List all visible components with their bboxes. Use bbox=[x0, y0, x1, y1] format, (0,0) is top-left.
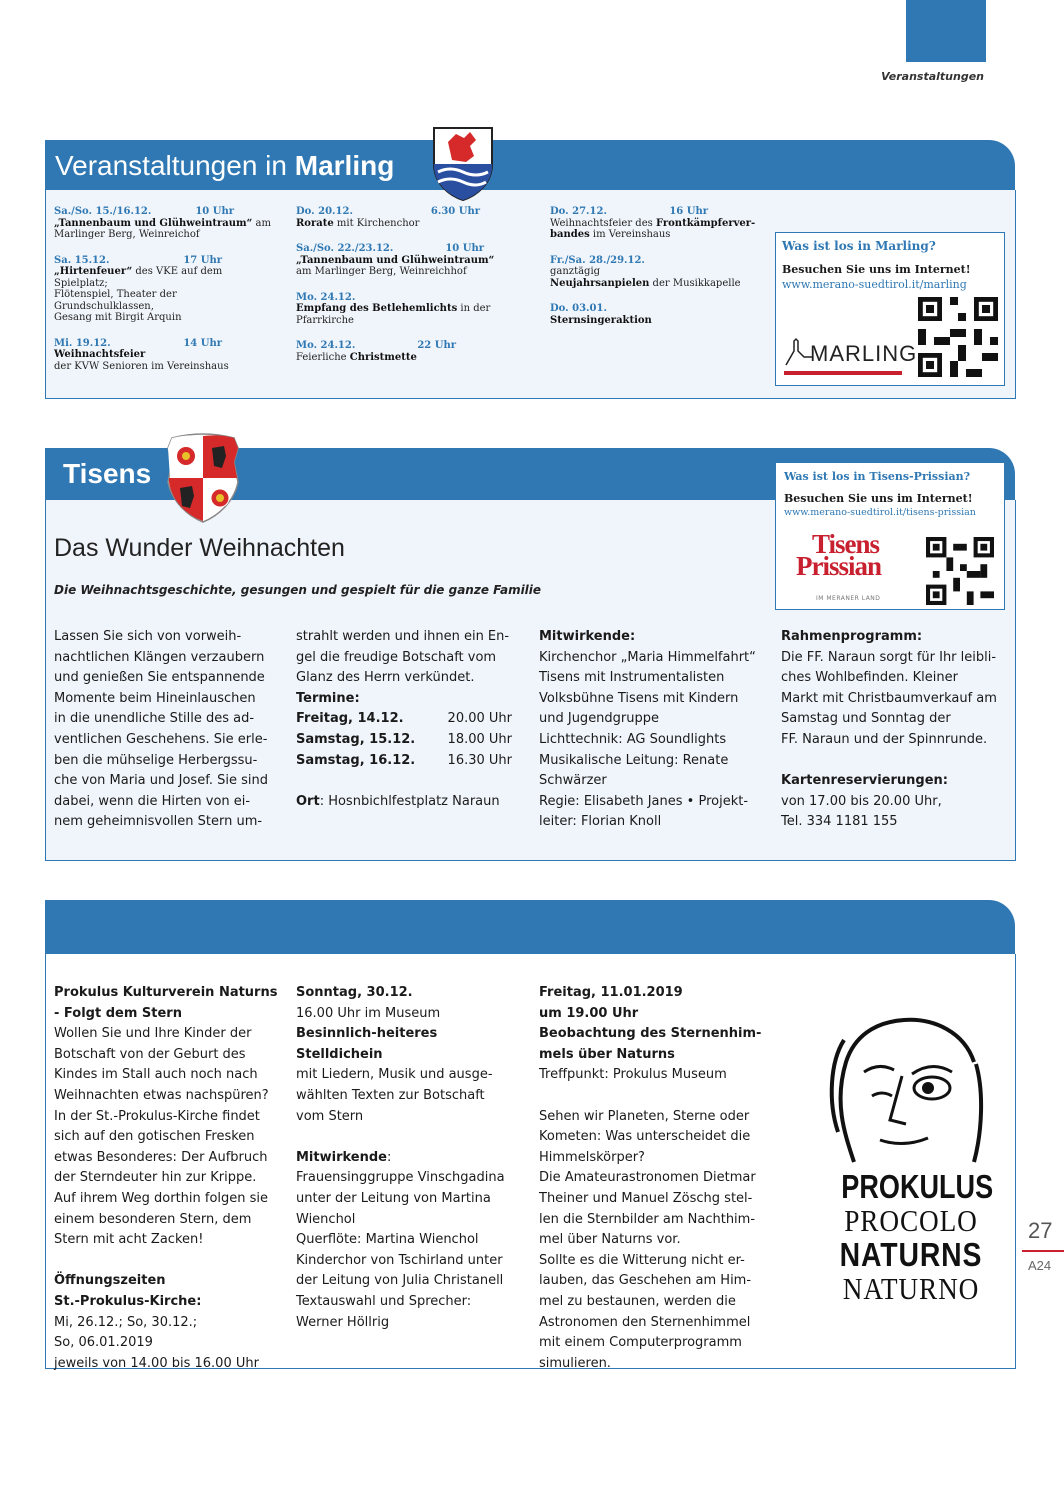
text-line: Astronomen den Sternenhimmel bbox=[539, 1314, 751, 1330]
event-text: in der Pfarrkirche bbox=[296, 303, 491, 326]
text-line: Wollen Sie und Ihre Kinder der bbox=[54, 1026, 252, 1042]
info-url[interactable]: www.merano-suedtirol.it/marling bbox=[782, 278, 967, 291]
text-line: Sehen wir Planeten, Sterne oder bbox=[539, 1108, 750, 1124]
text-line: unter der Leitung von Martina bbox=[296, 1190, 491, 1206]
text-line: vom Stern bbox=[296, 1108, 364, 1124]
tisens-col-4 bbox=[781, 627, 1009, 833]
event-date: Mo. 24.12. bbox=[296, 340, 356, 351]
event-title: Weihnachtsfeier bbox=[54, 349, 146, 360]
tisens-col-3 bbox=[539, 627, 769, 833]
text-line: in die unendliche Stille des ad- bbox=[54, 711, 255, 727]
prokulus-title: - Folgt dem Stern bbox=[54, 1005, 182, 1021]
text-line: Sollte es die Witterung nicht er- bbox=[539, 1252, 745, 1268]
text-line: Regie: Elisabeth Janes • Projekt- bbox=[539, 793, 749, 809]
oeffnung-label: St.-Prokulus-Kirche: bbox=[54, 1293, 202, 1309]
section-tab bbox=[906, 0, 986, 62]
text-line: Botschaft von der Geburt des bbox=[54, 1046, 246, 1062]
text-line: Theiner und Manuel Zöschg stel- bbox=[539, 1190, 753, 1206]
text-line: Kometen: Was unterscheidet die bbox=[539, 1129, 751, 1145]
text-line: einem besonderen Stern, dem bbox=[54, 1211, 252, 1227]
termin-day: Samstag, 15.12. bbox=[296, 731, 416, 747]
event-time: 10 Uhr bbox=[195, 206, 234, 217]
event-title: „Tannenbaum und Glühweintraum“ bbox=[54, 217, 253, 229]
text-line: nem geheimnisvollen Stern um- bbox=[54, 814, 263, 830]
text-line: von 17.00 bis 20.00 Uhr, bbox=[781, 793, 942, 809]
karten-label: Kartenreservierungen: bbox=[781, 773, 948, 789]
event-date: Do. 27.12. bbox=[550, 206, 607, 217]
tisens-col-2 bbox=[296, 627, 512, 812]
text-line: sich auf den gotischen Fresken bbox=[54, 1129, 255, 1145]
text-line: Glanz des Herrn verkündet. bbox=[296, 670, 475, 686]
text-line: strahlt werden und ihnen ein En- bbox=[296, 629, 510, 644]
event-title: Stelldichein bbox=[296, 1046, 383, 1062]
event-time: 22 Uhr bbox=[417, 340, 456, 351]
event-text: des VKE auf dem Spielplatz; bbox=[54, 266, 223, 289]
event-time: 17 Uhr bbox=[183, 254, 222, 266]
text-line: Auf ihrem Weg dorthin folgen sie bbox=[54, 1190, 269, 1206]
termin-day: Samstag, 16.12. bbox=[296, 752, 416, 768]
marling-col-3 bbox=[550, 206, 760, 326]
text-line: mit einem Computerprogramm bbox=[539, 1335, 742, 1351]
termin-row bbox=[296, 730, 512, 751]
mitwirkende-label: Mitwirkende: bbox=[539, 629, 636, 644]
info-url[interactable]: www.merano-suedtirol.it/tisens-prissian bbox=[784, 507, 976, 518]
text-line: dabei, wenn die Hirten von ei- bbox=[54, 793, 251, 809]
termin-row bbox=[296, 751, 512, 772]
tisens-col-1 bbox=[54, 627, 284, 833]
event-title: bandes bbox=[550, 229, 590, 240]
tisens-coat-of-arms-icon bbox=[162, 432, 244, 524]
event-text: der KVW Senioren im Vereinshaus bbox=[54, 360, 229, 372]
termin-day: Freitag, 14.12. bbox=[296, 711, 404, 727]
event-time: 16 Uhr bbox=[669, 206, 708, 217]
logo-line-naturno: NATURNO bbox=[842, 1271, 980, 1306]
text-line: Die FF. Naraun sorgt für Ihr leibli- bbox=[781, 649, 997, 665]
event-text: Gesang mit Birgit Arquin bbox=[54, 312, 182, 323]
ort-label: Ort bbox=[296, 793, 320, 809]
text-line: len die Sternbilder am Nachthim- bbox=[539, 1211, 756, 1227]
text-line: etwas Besonderes: Der Aufbruch bbox=[54, 1149, 268, 1165]
text-line: Markt mit Christbaumverkauf am bbox=[781, 690, 997, 706]
prokulus-col-1 bbox=[54, 983, 284, 1374]
text-line: Frauensinggruppe Vinschgadina bbox=[296, 1170, 505, 1186]
prokulus-face-logo-icon bbox=[824, 1012, 994, 1172]
event-text: ganztägig bbox=[550, 266, 601, 277]
tisens-info-box bbox=[775, 462, 1005, 610]
text-line: mit Liedern, Musik und ausge- bbox=[296, 1067, 493, 1083]
text-line: nachtlichen Klängen verzaubern bbox=[54, 649, 265, 665]
text-line: Momente beim Hineinlauschen bbox=[54, 690, 256, 706]
ort-value: : Hosnbichlfestplatz Naraun bbox=[319, 793, 500, 809]
marling-info-box bbox=[775, 232, 1005, 386]
text-line: Kirchenchor „Maria Himmelfahrt“ bbox=[539, 649, 756, 665]
event-date: Do. 20.12. bbox=[296, 206, 353, 217]
text-line: lauben, das Geschehen am Him- bbox=[539, 1273, 752, 1289]
text-line: 16.00 Uhr im Museum bbox=[296, 1005, 441, 1021]
event-text: am bbox=[252, 217, 271, 229]
event-text: Feierliche bbox=[296, 351, 350, 363]
text-line: Textauswahl und Sprecher: bbox=[296, 1293, 472, 1309]
termin-time: 20.00 Uhr bbox=[447, 711, 512, 727]
text-line: Musikalische Leitung: Renate bbox=[539, 752, 729, 768]
marling-logo-text: MARLING bbox=[810, 341, 918, 366]
text-line: ben die mühselige Herbergssu- bbox=[54, 752, 258, 768]
marling-col-1 bbox=[54, 206, 274, 372]
event-text: Marlinger Berg, Weinreichof bbox=[54, 229, 200, 240]
event-time: 14 Uhr bbox=[183, 337, 222, 349]
tisens-logo-sub: IM MERANER LAND bbox=[816, 595, 881, 602]
text-line: FF. Naraun und der Spinnrunde. bbox=[781, 731, 988, 747]
termin-row bbox=[296, 709, 512, 730]
text-line: Kindes im Stall auch noch nach bbox=[54, 1067, 258, 1083]
info-question: Was ist los in Tisens-Prissian? bbox=[784, 470, 971, 483]
text-line: Querflöte: Martina Wienchol bbox=[296, 1232, 479, 1248]
event-time: 10 Uhr bbox=[445, 243, 484, 254]
logo-line-prokulus: PROKULUS bbox=[841, 1168, 994, 1205]
prokulus-col-2: Sonntag, 30.12. 16.00 Uhr im Museum Besinnlich-heiteres Stelldichein mit Liedern, Musik und ausge- wählten Texten zur Botschaft vom Stern Mitwirkende: Frauensinggruppe Vinschgadina unter der Leitung von Martina Wienchol Querflöte: Martina Wienchol Kinderchor von Tschirland unter der Leitung von Julia Christanell Textauswahl und Sprecher: Werner Höllrig bbox=[296, 983, 526, 1333]
text-line: jeweils von 14.00 bis 16.00 Uhr bbox=[54, 1355, 259, 1371]
text-line: In der St.-Prokulus-Kirche findet bbox=[54, 1108, 260, 1124]
page-code: A24 bbox=[1028, 1258, 1052, 1273]
termin-time: 16.30 Uhr bbox=[447, 752, 512, 768]
event-title: Beobachtung des Sternenhim- bbox=[539, 1026, 762, 1042]
event-date: Sa. 15.12. bbox=[54, 254, 110, 266]
text-line: Die Amateurastronomen Dietmar bbox=[539, 1170, 756, 1186]
marling-title-bold: Marling bbox=[294, 150, 395, 181]
tisens-logo-1: Tisens bbox=[812, 529, 880, 559]
text-line: Weihnachten etwas nachspüren? bbox=[54, 1087, 269, 1103]
text-line: Lassen Sie sich von vorweih- bbox=[54, 629, 242, 644]
oeffnung-label: Öffnungszeiten bbox=[54, 1273, 166, 1289]
event-date: Mo. 24.12. bbox=[296, 291, 356, 303]
event-date: Fr./Sa. 28./29.12. bbox=[550, 254, 645, 266]
text-line: ventlichen Geschehens. Sie erle- bbox=[54, 731, 268, 747]
event-title: Empfang des Betlehemlichts bbox=[296, 303, 458, 314]
event-title: „Hirtenfeuer“ bbox=[54, 266, 133, 277]
info-question: Was ist los in Marling? bbox=[782, 239, 936, 253]
event-text: Flötenspiel, Theater der Grundschulklassen, bbox=[54, 289, 177, 312]
logo-line-naturns: NATURNS bbox=[839, 1236, 983, 1273]
termine-label: Termine: bbox=[296, 690, 360, 706]
marling-title-light: Veranstaltungen in bbox=[55, 150, 295, 181]
text-line: So, 06.01.2019 bbox=[54, 1335, 153, 1351]
text-line: Samstag und Sonntag der bbox=[781, 711, 951, 727]
text-line: Lichttechnik: AG Soundlights bbox=[539, 731, 727, 747]
text-line: gel die freudige Botschaft vom bbox=[296, 649, 497, 665]
section-label: Veranstaltungen bbox=[881, 70, 984, 83]
event-date: Sa./So. 15./16.12. bbox=[54, 206, 152, 217]
event-text: der Musikkapelle bbox=[649, 277, 741, 289]
tisens-subtitle: Die Weihnachtsgeschichte, gesungen und gespielt für die ganze Familie bbox=[54, 583, 542, 597]
event-title: „Tannenbaum und Glühweintraum“ bbox=[296, 254, 495, 266]
termin-time: 18.00 Uhr bbox=[447, 731, 512, 747]
text-line: Stern mit acht Zacken! bbox=[54, 1232, 204, 1248]
marling-coat-of-arms-icon bbox=[430, 126, 496, 202]
text-line: ches Wohlbefinden. Kleiner bbox=[781, 670, 958, 686]
marling-band bbox=[45, 140, 1015, 190]
text-line: Schwärzer bbox=[539, 773, 607, 789]
prokulus-title: Prokulus Kulturverein Naturns bbox=[54, 985, 278, 1000]
info-visit: Besuchen Sie uns im Internet! bbox=[782, 263, 971, 276]
tisens-logo-2: Prissian bbox=[796, 551, 882, 581]
prokulus-band bbox=[45, 900, 1015, 954]
text-line: mel zu bestaunen, werden die bbox=[539, 1293, 736, 1309]
text-line: Wienchol bbox=[296, 1211, 356, 1227]
text-line: Volksbühne Tisens mit Kindern bbox=[539, 690, 739, 706]
info-visit: Besuchen Sie uns im Internet! bbox=[784, 492, 973, 505]
prokulus-col-3 bbox=[539, 983, 769, 1374]
event-date: Do. 03.01. bbox=[550, 303, 607, 314]
event-title: Rorate bbox=[296, 217, 334, 229]
text-line: wählten Texten zur Botschaft bbox=[296, 1087, 485, 1103]
event-title: Sternsingeraktion bbox=[550, 314, 652, 326]
text-line: und genießen Sie entspannende bbox=[54, 670, 265, 686]
text-line: Tisens mit Instrumentalisten bbox=[539, 670, 725, 686]
text-line: leiter: Florian Knoll bbox=[539, 814, 662, 830]
page-number-rule bbox=[1022, 1250, 1064, 1252]
text-line: und Jugendgruppe bbox=[539, 711, 660, 727]
text-line: Himmelskörper? bbox=[539, 1149, 645, 1165]
text-line: der Leitung von Julia Christanell bbox=[296, 1273, 504, 1289]
event-text: am Marlinger Berg, Weinreichhof bbox=[296, 266, 467, 277]
rahmen-label: Rahmenprogramm: bbox=[781, 629, 923, 644]
event-title: Neujahrsanpielen bbox=[550, 277, 650, 289]
text-line: Kinderchor von Tschirland unter bbox=[296, 1252, 503, 1268]
prokulus-logo-text bbox=[826, 1170, 996, 1306]
text-line: che von Maria und Josef. Sie sind bbox=[54, 773, 268, 789]
event-time: 6.30 Uhr bbox=[430, 206, 480, 217]
event-date: Mi. 19.12. bbox=[54, 337, 111, 349]
marling-col-2 bbox=[296, 206, 536, 363]
text-line: simulieren. bbox=[539, 1355, 611, 1371]
text-line: Werner Höllrig bbox=[296, 1314, 390, 1330]
event-title: Christmette bbox=[349, 351, 417, 363]
tisens-band-title: Tisens bbox=[63, 458, 152, 489]
event-title: mels über Naturns bbox=[539, 1046, 675, 1062]
qr-code-icon bbox=[918, 297, 998, 377]
text-line: Tel. 334 1181 155 bbox=[781, 814, 898, 830]
logo-line-procolo: PROCOLO bbox=[844, 1203, 978, 1238]
text-line: Treffpunkt: Prokulus Museum bbox=[539, 1067, 727, 1083]
text-line: der Sterndeuter hin zur Krippe. bbox=[54, 1170, 257, 1186]
event-text: im Vereinshaus bbox=[589, 229, 671, 240]
qr-code-icon bbox=[926, 537, 994, 605]
tisens-heading: Das Wunder Weihnachten bbox=[54, 534, 345, 562]
event-title: Besinnlich-heiteres bbox=[296, 1026, 438, 1042]
text-line: Mi, 26.12.; So, 30.12.; bbox=[54, 1314, 198, 1330]
mitwirkende-label: Mitwirkende bbox=[296, 1149, 387, 1165]
event-title: Frontkämpferver- bbox=[655, 217, 756, 229]
marling-logo-bar bbox=[784, 371, 902, 375]
event-date: um 19.00 Uhr bbox=[539, 1005, 639, 1021]
event-date: Sonntag, 30.12. bbox=[296, 985, 413, 1000]
event-text: mit Kirchenchor bbox=[333, 217, 420, 229]
event-text: Weihnachtsfeier des bbox=[550, 217, 656, 229]
event-date: Sa./So. 22./23.12. bbox=[296, 243, 394, 254]
event-date: Freitag, 11.01.2019 bbox=[539, 985, 683, 1000]
text-line: mel über Naturns vor. bbox=[539, 1232, 681, 1248]
page-number: 27 bbox=[1028, 1218, 1053, 1243]
